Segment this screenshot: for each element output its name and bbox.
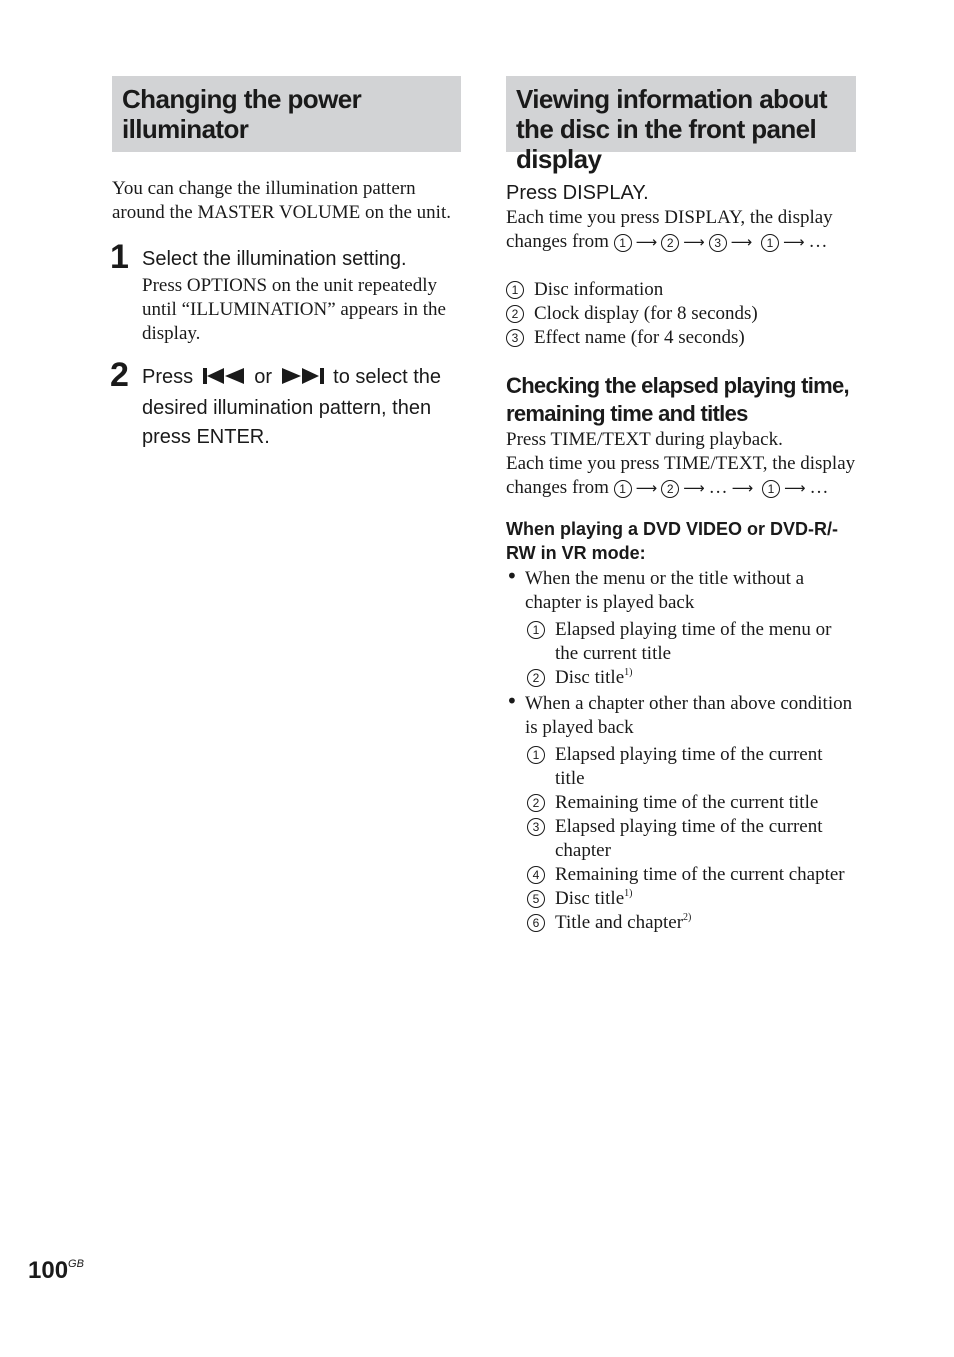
list-item-text: Elapsed playing time of the current title (555, 744, 823, 789)
press-display-instruction: Press DISPLAY. (506, 182, 649, 204)
list-item (506, 326, 856, 350)
subheading-elapsed-time: Checking the elapsed playing time, remaining time and titles (506, 373, 849, 426)
intro-text: You can change the illumination pattern around the MASTER VOLUME on the unit. (112, 178, 451, 223)
bullet-item-menu (506, 564, 856, 615)
footnote-marker: 1) (624, 888, 633, 899)
dvd-mode-heading: When playing a DVD VIDEO or DVD-R/-RW in VR mode: (506, 519, 839, 563)
display-sequence (506, 206, 856, 254)
step-rest-text: to select the desired illumination pattern, then press ENTER. (142, 366, 442, 448)
right-column (506, 76, 856, 935)
circled-number: 1 (527, 746, 545, 764)
step-press-text: Press (142, 366, 194, 388)
time-text-sequence (506, 452, 856, 500)
previous-track-icon (203, 365, 245, 394)
list-item (506, 278, 856, 302)
list-item-text: Disc title (555, 888, 625, 909)
circled-number: 4 (527, 866, 545, 884)
list-item (506, 302, 856, 326)
sequence-intro-text: Each time you press TIME/TEXT, the display changes from (506, 453, 856, 498)
sequence-intro-text: Each time you press DISPLAY, the display changes from (506, 207, 833, 252)
arrow-right-icon: ⟶ (731, 479, 754, 497)
list-item-text: Title and chapter (555, 912, 684, 933)
circled-number: 2 (527, 669, 545, 687)
arrow-right-icon: ⟶ (635, 233, 658, 251)
list-item-text: Clock display (for 8 seconds) (534, 303, 758, 324)
ellipsis: … (708, 477, 728, 498)
arrow-right-icon: ⟶ (730, 233, 753, 251)
list-item-text: Disc title (555, 667, 625, 688)
list-item-text: Disc information (534, 279, 664, 300)
ellipsis: … (808, 231, 828, 252)
left-column (112, 76, 461, 452)
list-item (506, 791, 856, 815)
footnote-marker: 1) (624, 667, 633, 678)
bullet-text: When a chapter other than above condition is played back (525, 693, 853, 738)
bullet-icon: • (506, 564, 518, 588)
arrow-right-icon: ⟶ (783, 479, 806, 497)
step-number: 1 (110, 238, 129, 276)
circled-number: 1 (762, 480, 780, 498)
circled-number: 1 (527, 621, 545, 639)
list-item-text: Effect name (for 4 seconds) (534, 327, 745, 348)
list-item (506, 618, 856, 666)
list-item (506, 911, 856, 935)
section-heading-viewing-information: Viewing information about the disc in the front panel display (506, 76, 856, 152)
press-time-text-instruction: Press TIME/TEXT during playback. (506, 429, 783, 450)
step-number: 2 (110, 356, 129, 394)
arrow-right-icon: ⟶ (683, 233, 705, 251)
ellipsis: … (809, 477, 829, 498)
arrow-right-icon: ⟶ (782, 233, 805, 251)
bullet-text: When the menu or the title without a chapter is played back (525, 568, 805, 613)
display-items-list (506, 278, 856, 350)
step-or-text: or (254, 366, 273, 388)
circled-number: 2 (506, 305, 524, 323)
step-1 (110, 238, 461, 346)
page-region-code: GB (68, 1258, 84, 1270)
circled-number: 2 (661, 234, 679, 252)
circled-number: 1 (761, 234, 779, 252)
bullet-icon: • (506, 689, 518, 713)
circled-number: 5 (527, 890, 545, 908)
circled-number: 3 (709, 234, 727, 252)
step-2 (110, 356, 461, 452)
circled-number: 1 (614, 480, 632, 498)
circled-number: 6 (527, 914, 545, 932)
page-number (28, 1249, 84, 1286)
step-title: Select the illumination setting. (142, 248, 407, 270)
circled-number: 1 (614, 234, 632, 252)
circled-number: 2 (527, 794, 545, 812)
circled-number: 2 (661, 480, 679, 498)
list-item (506, 666, 856, 690)
list-item-text: Elapsed playing time of the menu or the current title (555, 619, 832, 664)
next-track-icon (282, 365, 324, 394)
list-item (506, 863, 856, 887)
list-item (506, 815, 856, 863)
list-item-text: Elapsed playing time of the current chapter (555, 816, 823, 861)
list-item (506, 887, 856, 911)
section-heading-power-illuminator: Changing the power illuminator (112, 76, 461, 152)
circled-number: 3 (527, 818, 545, 836)
step-title (142, 363, 461, 452)
circled-number: 3 (506, 329, 524, 347)
footnote-marker: 2) (683, 912, 692, 923)
arrow-right-icon: ⟶ (635, 479, 658, 497)
list-item-text: Remaining time of the current title (555, 792, 819, 813)
list-item-text: Remaining time of the current chapter (555, 864, 845, 885)
page-number-value: 100 (28, 1257, 69, 1284)
arrow-right-icon: ⟶ (683, 479, 705, 497)
circled-number: 1 (506, 281, 524, 299)
list-item (506, 743, 856, 791)
step-body: Press OPTIONS on the unit repeatedly until “ILLUMINATION” appears in the display. (142, 275, 446, 344)
bullet-item-chapter (506, 689, 856, 740)
